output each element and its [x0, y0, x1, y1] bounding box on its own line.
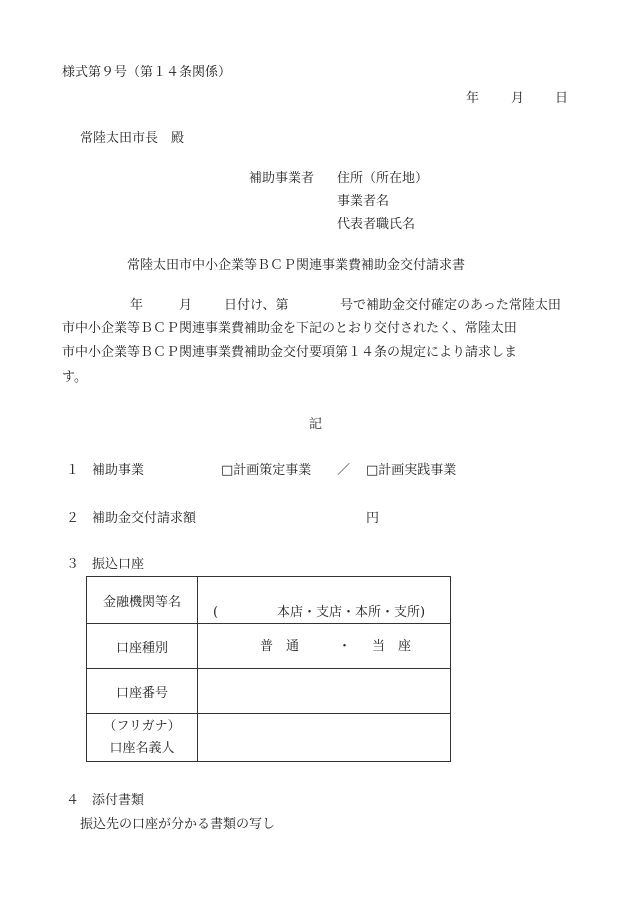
- type-label: 口座種別: [115, 640, 168, 656]
- holder-label-cell: [87, 714, 198, 762]
- type-touza[interactable]: 当 座: [372, 639, 412, 654]
- addressee: 常陸太田市長 殿: [80, 131, 185, 146]
- number-label: 口座番号: [115, 685, 168, 701]
- item4-content: 振込先の口座が分かる書類の写し: [80, 817, 276, 832]
- body-line4: す。: [62, 370, 87, 385]
- bank-branch-options: 本店・支店・本所・支所): [277, 605, 426, 620]
- item1-option-plan[interactable]: □計画策定事業: [221, 463, 312, 478]
- bank-label-cell: [87, 577, 198, 624]
- bank-value-cell[interactable]: [198, 577, 451, 624]
- body-line1-rest: 号で補助金交付確定のあった常陸太田: [340, 298, 561, 313]
- type-value-cell[interactable]: [198, 624, 451, 669]
- table-row-type: [87, 624, 451, 669]
- item4-number: ４: [66, 793, 80, 808]
- applicant-representative: 代表者職氏名: [337, 217, 416, 232]
- item2-unit: 円: [366, 511, 380, 526]
- type-futsu[interactable]: 普 通: [260, 639, 300, 654]
- item1-number: １: [66, 463, 80, 478]
- date-month: 月: [511, 91, 525, 106]
- body-line3: 市中小企業等ＢＣＰ関連事業費補助金交付要項第１４条の規定により請求しま: [62, 345, 518, 360]
- body-day-text: 日付け、第: [224, 298, 289, 313]
- table-row-holder: [87, 714, 451, 762]
- applicant-business-name: 事業者名: [337, 194, 390, 209]
- number-label-cell: [87, 669, 198, 714]
- body-year: 年: [130, 298, 144, 313]
- type-label-cell: [87, 624, 198, 669]
- table-row-bank: [87, 577, 451, 624]
- item2-number: ２: [66, 511, 80, 526]
- document-title: 常陸太田市中小企業等ＢＣＰ関連事業費補助金交付請求書: [127, 258, 466, 273]
- item1-option-practice[interactable]: □計画実践事業: [366, 463, 457, 478]
- holder-label: 口座名義人: [109, 740, 175, 756]
- item1-label: 補助事業: [92, 463, 145, 478]
- form-number: 様式第９号（第１４条関係）: [62, 65, 232, 80]
- applicant-address: 住所（所在地）: [337, 171, 429, 186]
- type-dot: ・: [338, 639, 352, 654]
- item3-number: ３: [66, 557, 80, 572]
- account-table: [86, 576, 451, 762]
- holder-furigana-label: （フリガナ）: [103, 718, 181, 734]
- number-value-cell[interactable]: [198, 669, 451, 714]
- table-row-number: [87, 669, 451, 714]
- ki-heading: 記: [309, 417, 323, 432]
- body-month: 月: [179, 298, 193, 313]
- date-day: 日: [555, 91, 569, 106]
- date-year: 年: [466, 91, 480, 106]
- applicant-label: 補助事業者: [249, 171, 315, 186]
- holder-value-cell[interactable]: [198, 714, 451, 762]
- body-line2: 市中小企業等ＢＣＰ関連事業費補助金を下記のとおり交付されたく、常陸太田: [62, 321, 517, 336]
- item4-label: 添付書類: [92, 793, 145, 808]
- item3-label: 振込口座: [92, 557, 145, 572]
- bank-open-paren: (: [213, 605, 219, 620]
- item2-label: 補助金交付請求額: [92, 511, 197, 526]
- item1-separator: ／: [337, 463, 351, 478]
- bank-label: 金融機関等名: [102, 594, 181, 610]
